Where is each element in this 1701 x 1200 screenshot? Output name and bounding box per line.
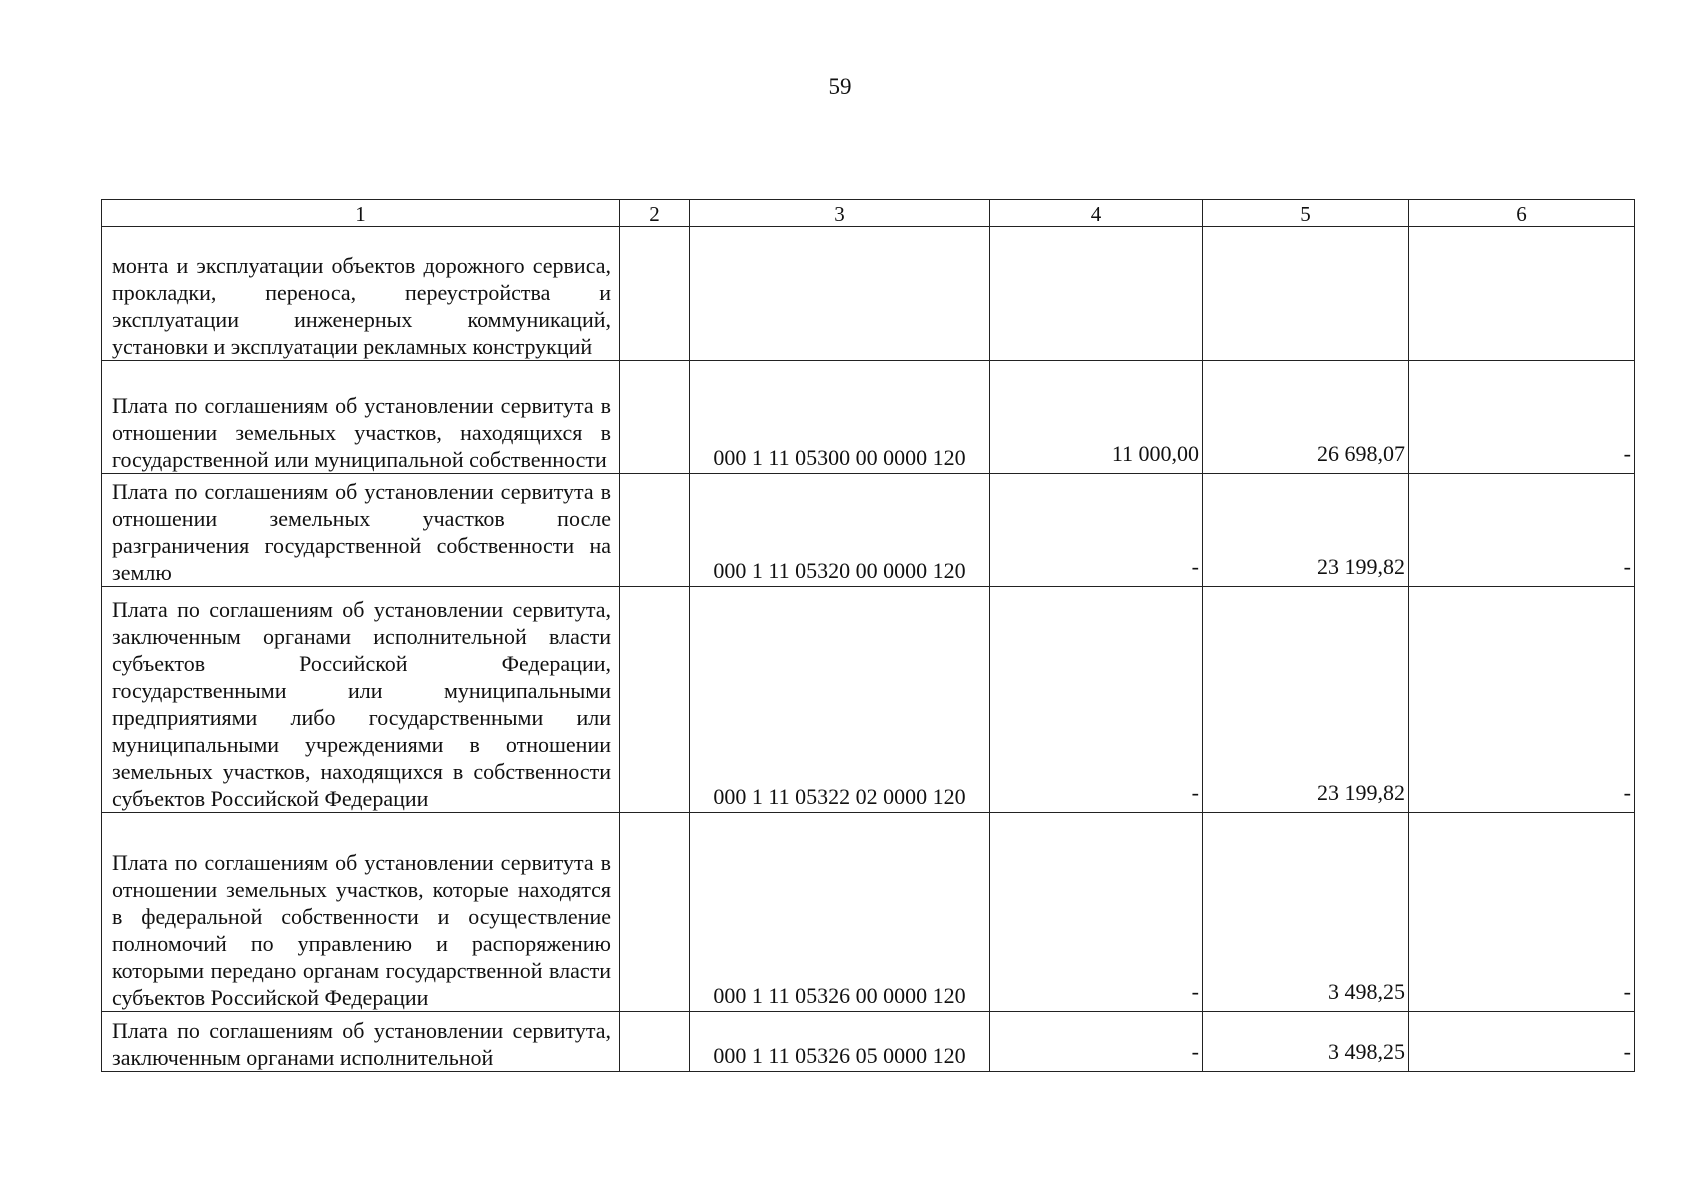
table-row bbox=[102, 361, 1635, 474]
row-name: Плата по соглашениям об установлении сервитута, заключенным органами исполнительной bbox=[102, 1012, 620, 1072]
column-header: 1 bbox=[102, 200, 620, 227]
row-col6: - bbox=[1409, 813, 1635, 1012]
row-col4 bbox=[990, 227, 1203, 361]
page-number: 59 bbox=[828, 74, 852, 99]
row-code: 000 1 11 05326 00 0000 120 bbox=[690, 813, 990, 1012]
table-row bbox=[102, 227, 1635, 361]
row-col2 bbox=[620, 474, 690, 587]
row-code bbox=[690, 227, 990, 361]
row-col2 bbox=[620, 227, 690, 361]
table-row bbox=[102, 813, 1635, 1012]
row-col2 bbox=[620, 587, 690, 813]
row-name: Плата по соглашениям об установлении сервитута, заключенным органами исполнительной власти субъектов Российской Федерации, государственными или муниципальными предприятиями либо государственными или муниципальными учреждениями в отношении земельных участков, находящихся в собственности субъектов Российской Федерации bbox=[102, 587, 620, 813]
row-name: монта и эксплуатации объектов дорожного сервиса, прокладки, переноса, переустройства и эксплуатации инженерных коммуникаций, установки и эксплуатации рекламных конструкций bbox=[102, 227, 620, 361]
row-code: 000 1 11 05326 05 0000 120 bbox=[690, 1012, 990, 1072]
column-header: 4 bbox=[990, 200, 1203, 227]
row-name: Плата по соглашениям об установлении сервитута в отношении земельных участков, находящихся в государственной или муниципальной собственности bbox=[102, 361, 620, 474]
row-col2 bbox=[620, 361, 690, 474]
row-col6 bbox=[1409, 227, 1635, 361]
column-header: 5 bbox=[1203, 200, 1409, 227]
row-col5: 23 199,82 bbox=[1203, 474, 1409, 587]
row-col4: 11 000,00 bbox=[990, 361, 1203, 474]
row-code: 000 1 11 05320 00 0000 120 bbox=[690, 474, 990, 587]
row-code: 000 1 11 05322 02 0000 120 bbox=[690, 587, 990, 813]
row-col4: - bbox=[990, 1012, 1203, 1072]
row-col6: - bbox=[1409, 361, 1635, 474]
row-col6: - bbox=[1409, 1012, 1635, 1072]
column-header: 2 bbox=[620, 200, 690, 227]
row-col4: - bbox=[990, 813, 1203, 1012]
row-name: Плата по соглашениям об установлении сервитута в отношении земельных участков после разграничения государственной собственности на землю bbox=[102, 474, 620, 587]
row-col2 bbox=[620, 813, 690, 1012]
row-col5: 3 498,25 bbox=[1203, 1012, 1409, 1072]
table-row bbox=[102, 1012, 1635, 1072]
row-col5: 3 498,25 bbox=[1203, 813, 1409, 1012]
table-row bbox=[102, 587, 1635, 813]
row-name: Плата по соглашениям об установлении сервитута в отношении земельных участков, которые находятся в федеральной собственности и осуществление полномочий по управлению и распоряжению которыми передано органам государственной власти субъектов Российской Федерации bbox=[102, 813, 620, 1012]
row-col4: - bbox=[990, 474, 1203, 587]
row-col5: 23 199,82 bbox=[1203, 587, 1409, 813]
column-header: 3 bbox=[690, 200, 990, 227]
row-col6: - bbox=[1409, 474, 1635, 587]
row-col2 bbox=[620, 1012, 690, 1072]
table-header-row bbox=[102, 200, 1635, 227]
row-col5 bbox=[1203, 227, 1409, 361]
row-col6: - bbox=[1409, 587, 1635, 813]
row-col4: - bbox=[990, 587, 1203, 813]
table-row bbox=[102, 474, 1635, 587]
row-col5: 26 698,07 bbox=[1203, 361, 1409, 474]
budget-table bbox=[101, 199, 1635, 1072]
row-code: 000 1 11 05300 00 0000 120 bbox=[690, 361, 990, 474]
column-header: 6 bbox=[1409, 200, 1635, 227]
